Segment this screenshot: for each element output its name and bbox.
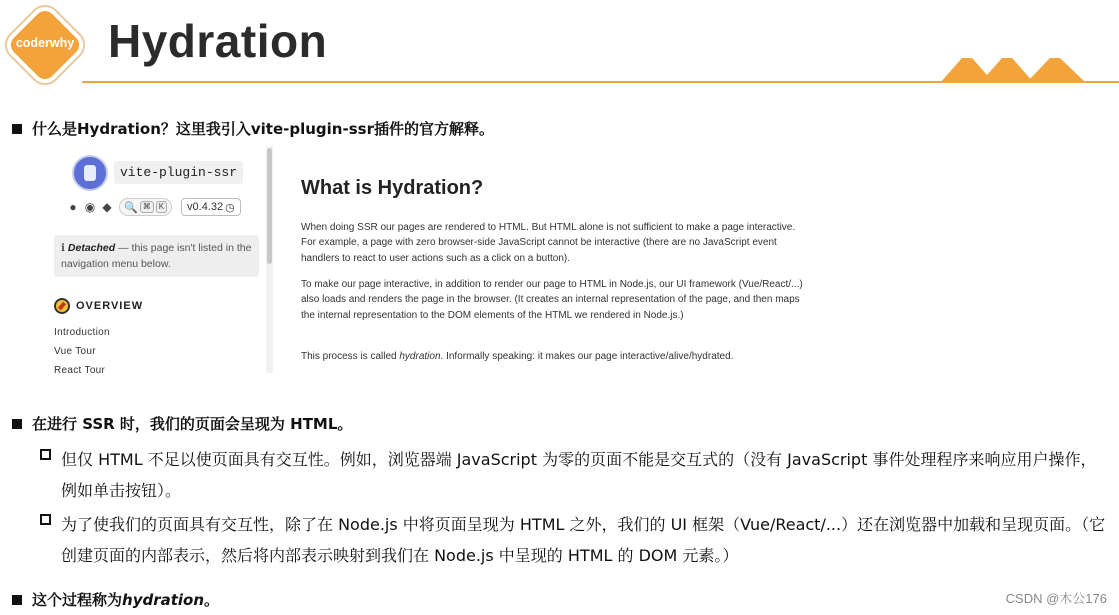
twitter-icon[interactable]: ◆	[102, 200, 112, 214]
bullet-hydration-em: hydration	[122, 590, 205, 609]
overview-label: OVERVIEW	[76, 300, 144, 312]
docs-paragraph-2: To make our page interactive, in addition to render our page to HTML in Node.js, our UI framework (Vue/React/...) also loads and renders the page in the browser. (It creates an internal representation of the page, and then maps the internal representation to the DOM elements of the HTML we rendered in Node.js.)	[301, 279, 803, 321]
embedded-docs-screenshot	[50, 146, 830, 373]
docs-toolbar	[66, 198, 241, 216]
bullet-ssr	[12, 413, 352, 434]
bullet-hydration	[12, 589, 219, 610]
docs-brand: vite-plugin-ssr	[114, 161, 243, 184]
hollow-square-icon	[40, 449, 51, 460]
bullet-square-icon	[12, 124, 22, 134]
detached-notice	[54, 235, 259, 277]
docs-search-button[interactable]	[119, 198, 172, 216]
vite-plugin-ssr-logo-icon	[72, 155, 108, 191]
p3-prefix: This process is called	[301, 351, 400, 362]
bullet-ssr-text: 在进行 SSR 时，我们的页面会呈现为 HTML。	[32, 415, 353, 433]
docs-heading: What is Hydration?	[301, 177, 484, 199]
info-icon: ℹ	[61, 242, 65, 254]
sub-bullet-1	[40, 444, 1110, 506]
csdn-watermark: CSDN @木公176	[1005, 591, 1107, 606]
bullet-intro-text: 什么是Hydration？这里我引入vite-plugin-ssr插件的官方解释。	[32, 120, 494, 138]
kbd-cmd: ⌘	[140, 201, 154, 213]
docs-paragraph-1: When doing SSR our pages are rendered to HTML. But HTML alone is not sufficient to make a page interactive. For example, a page with zero browser-side JavaScript cannot be interactive (there are no JavaScript event handlers to react to user actions such as a click on a button).	[301, 222, 796, 264]
hollow-square-icon	[40, 514, 51, 525]
docs-main-content	[300, 146, 810, 373]
bullet-hydration-suffix: 。	[204, 591, 220, 609]
nav-item-react-tour[interactable]: React Tour	[54, 365, 106, 373]
search-icon: 🔍	[124, 201, 138, 214]
sub-bullet-2	[40, 509, 1110, 571]
sub-bullet-1-text: 但仅 HTML 不足以使页面具有交互性。例如，浏览器端 JavaScript 为零的页面不能是交互式的（没有 JavaScript 事件处理程序来响应用户操作，例如单击按钮）。	[61, 450, 1097, 500]
nav-item-vue-tour[interactable]: Vue Tour	[54, 346, 96, 357]
discord-icon[interactable]: ◉	[84, 200, 96, 214]
version-text: v0.4.32	[187, 201, 224, 213]
overview-section	[54, 298, 143, 314]
docs-paragraph-3	[301, 349, 809, 364]
p3-suffix: . Informally speaking: it makes our page interactive/alive/hydrated.	[440, 351, 734, 362]
page-title: Hydration	[108, 15, 328, 67]
mountains-decoration	[940, 54, 1086, 83]
nav-item-introduction[interactable]: Introduction	[54, 327, 110, 338]
compass-icon	[54, 298, 70, 314]
history-icon: ◷	[225, 201, 235, 214]
bullet-square-icon	[12, 419, 22, 429]
github-icon[interactable]: ●	[69, 200, 77, 214]
docs-sidebar	[50, 146, 266, 373]
bullet-hydration-prefix: 这个过程称为	[32, 591, 123, 609]
bullet-square-icon	[12, 595, 22, 605]
logo	[8, 8, 82, 82]
bullet-intro	[12, 118, 494, 139]
sub-bullet-2-text: 为了使我们的页面具有交互性，除了在 Node.js 中将页面呈现为 HTML 之外，我们的 UI 框架（Vue/React/...）还在浏览器中加载和呈现页面。（它创建页面的内部表示，然后将内部表示映射到我们在 Node.js 中呈现的 HTML 的 DOM 元素。）	[61, 515, 1106, 565]
kbd-k: K	[156, 201, 167, 213]
version-badge[interactable]	[181, 198, 241, 216]
logo-text: coderwhy	[15, 36, 75, 50]
notice-bold: Detached	[67, 242, 116, 254]
p3-em: hydration	[399, 351, 441, 362]
notice-text: — this page isn't listed in the navigation menu below.	[61, 242, 252, 270]
sidebar-scrollbar-thumb[interactable]	[267, 148, 272, 264]
